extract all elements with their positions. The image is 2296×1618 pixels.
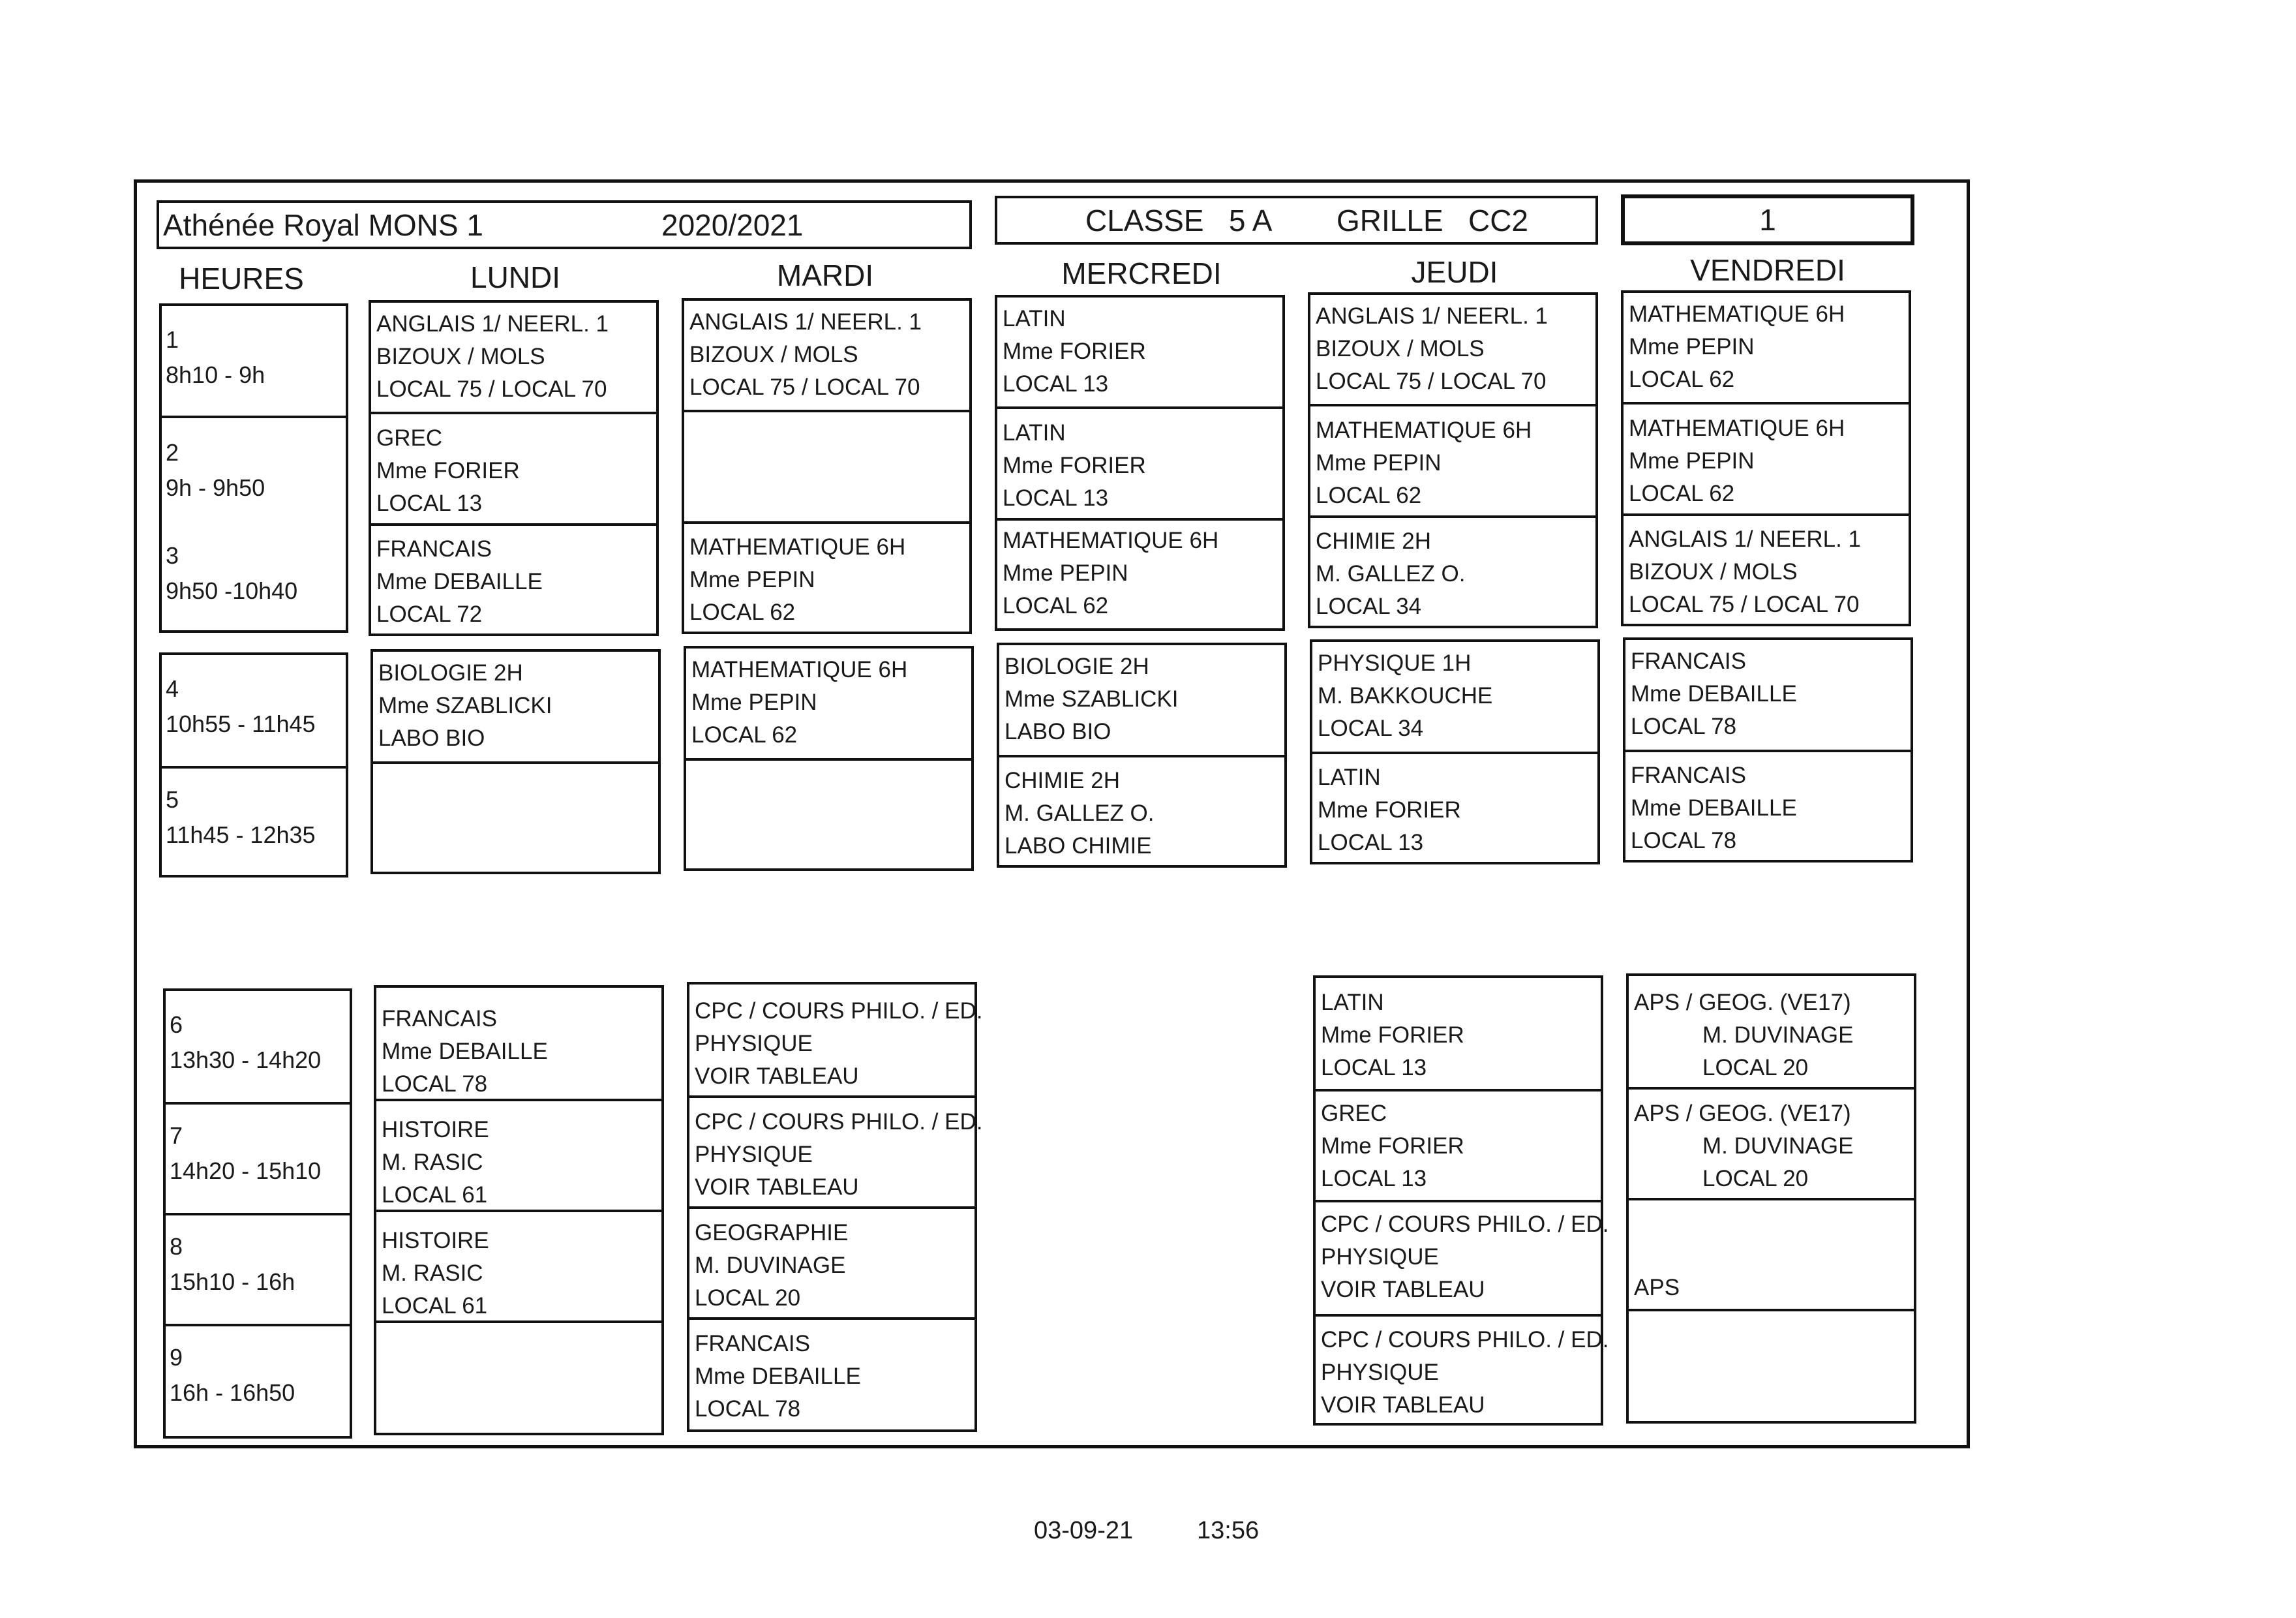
course-cell: ANGLAIS 1/ NEERL. 1 BIZOUX / MOLS LOCAL 75 / LOCAL 70 (376, 311, 609, 402)
hours-block-1b (159, 522, 348, 633)
course-cell: HISTOIRE M. RASIC LOCAL 61 (382, 1117, 489, 1208)
heures-heading: HEURES (179, 262, 304, 296)
hour-1: 1 8h10 - 9h (166, 326, 265, 388)
hour-2: 2 9h - 9h50 (166, 439, 265, 501)
course-cell: BIOLOGIE 2H Mme SZABLICKI LABO BIO (1004, 654, 1179, 744)
course-cell: FRANCAIS Mme DEBAILLE LOCAL 78 (1631, 763, 1797, 853)
timetable-sheet (134, 179, 1970, 1448)
mardi-morning-a (682, 298, 972, 634)
class-label: CLASSE 5 A (1085, 203, 1273, 237)
course-cell: BIOLOGIE 2H Mme SZABLICKI LABO BIO (378, 660, 552, 751)
course-cell: CPC / COURS PHILO. / ED. PHYSIQUE VOIR TABLEAU (695, 1109, 983, 1200)
course-cell: MATHEMATIQUE 6H Mme PEPIN LOCAL 62 (1629, 416, 1845, 506)
print-date: 03-09-21 (1034, 1517, 1134, 1544)
jeudi-morning-b (1310, 639, 1600, 864)
hour-9: 9 16h - 16h50 (170, 1344, 295, 1406)
course-cell: LATIN Mme FORIER LOCAL 13 (1003, 420, 1146, 511)
course-cell: CHIMIE 2H M. GALLEZ O. LABO CHIMIE (1004, 768, 1155, 859)
hour-3: 3 9h50 -10h40 (166, 542, 298, 604)
course-cell: GREC Mme FORIER LOCAL 13 (376, 425, 520, 516)
vendredi-morning-b (1623, 637, 1913, 862)
hours-block-2 (159, 652, 348, 878)
course-cell: CPC / COURS PHILO. / ED. PHYSIQUE VOIR TABLEAU (1321, 1212, 1609, 1302)
grid-label: GRILLE CC2 (1337, 203, 1528, 237)
school-header-box (157, 200, 972, 249)
course-cell: CHIMIE 2H M. GALLEZ O. LOCAL 34 (1316, 528, 1466, 619)
lundi-morning-a (369, 300, 659, 636)
hour-6: 6 13h30 - 14h20 (170, 1011, 322, 1073)
course-cell: MATHEMATIQUE 6H Mme PEPIN LOCAL 62 (691, 657, 908, 748)
course-cell: CPC / COURS PHILO. / ED. PHYSIQUE VOIR TABLEAU (1321, 1327, 1609, 1418)
jeudi-heading: JEUDI (1411, 255, 1498, 289)
jeudi-afternoon (1313, 975, 1609, 1426)
mardi-afternoon (687, 982, 983, 1432)
course-cell: ANGLAIS 1/ NEERL. 1 BIZOUX / MOLS LOCAL 75 / LOCAL 70 (1316, 303, 1548, 394)
course-cell: GEOGRAPHIE M. DUVINAGE LOCAL 20 (695, 1220, 849, 1311)
lundi-afternoon (374, 985, 664, 1435)
mardi-morning-b (684, 646, 974, 871)
course-cell: APS / GEOG. (VE17) M. DUVINAGE LOCAL 20 (1634, 990, 1854, 1080)
lundi-morning-b (370, 649, 661, 874)
vendredi-afternoon (1626, 973, 1916, 1424)
course-cell: APS (1634, 1275, 1680, 1300)
course-cell: PHYSIQUE 1H M. BAKKOUCHE LOCAL 34 (1318, 650, 1493, 741)
lundi-heading: LUNDI (470, 260, 561, 294)
mardi-heading: MARDI (776, 258, 874, 292)
course-cell: FRANCAIS Mme DEBAILLE LOCAL 72 (376, 536, 543, 627)
course-cell: LATIN Mme FORIER LOCAL 13 (1321, 990, 1464, 1080)
course-cell: MATHEMATIQUE 6H Mme PEPIN LOCAL 62 (1316, 418, 1532, 508)
course-cell: CPC / COURS PHILO. / ED. PHYSIQUE VOIR TABLEAU (695, 998, 983, 1089)
course-cell: FRANCAIS Mme DEBAILLE LOCAL 78 (1631, 649, 1797, 739)
mercredi-morning-a (995, 295, 1285, 631)
school-year: 2020/2021 (661, 207, 804, 242)
vendredi-heading: VENDREDI (1690, 253, 1845, 287)
page-number-box (1621, 194, 1914, 245)
course-cell: MATHEMATIQUE 6H Mme PEPIN LOCAL 62 (1629, 301, 1845, 392)
course-cell: GREC Mme FORIER LOCAL 13 (1321, 1101, 1464, 1191)
course-cell: LATIN Mme FORIER LOCAL 13 (1003, 306, 1146, 397)
hour-7: 7 14h20 - 15h10 (170, 1122, 322, 1184)
class-header-box (995, 196, 1598, 245)
course-cell: ANGLAIS 1/ NEERL. 1 BIZOUX / MOLS LOCAL 75 / LOCAL 70 (689, 309, 922, 400)
hours-block-3 (163, 988, 352, 1439)
school-name: Athénée Royal MONS 1 (163, 207, 483, 242)
mercredi-morning-b (997, 643, 1287, 868)
course-cell: ANGLAIS 1/ NEERL. 1 BIZOUX / MOLS LOCAL 75 / LOCAL 70 (1629, 527, 1861, 617)
course-cell: MATHEMATIQUE 6H Mme PEPIN LOCAL 62 (1003, 528, 1219, 618)
print-time: 13:56 (1197, 1517, 1260, 1544)
hour-8: 8 15h10 - 16h (170, 1233, 295, 1295)
course-cell: HISTOIRE M. RASIC LOCAL 61 (382, 1228, 489, 1319)
course-cell: LATIN Mme FORIER LOCAL 13 (1318, 765, 1461, 855)
vendredi-morning-a (1621, 290, 1911, 626)
hours-block-1 (159, 303, 348, 532)
mercredi-heading: MERCREDI (1061, 256, 1222, 290)
course-cell: APS / GEOG. (VE17) M. DUVINAGE LOCAL 20 (1634, 1101, 1854, 1191)
jeudi-morning-a (1308, 292, 1598, 628)
course-cell: MATHEMATIQUE 6H Mme PEPIN LOCAL 62 (689, 534, 906, 625)
hour-4: 4 10h55 - 11h45 (166, 675, 316, 737)
course-cell: FRANCAIS Mme DEBAILLE LOCAL 78 (382, 1006, 548, 1097)
course-cell: FRANCAIS Mme DEBAILLE LOCAL 78 (695, 1331, 861, 1422)
hour-5: 5 11h45 - 12h35 (166, 786, 316, 848)
page-number: 1 (1759, 203, 1776, 237)
